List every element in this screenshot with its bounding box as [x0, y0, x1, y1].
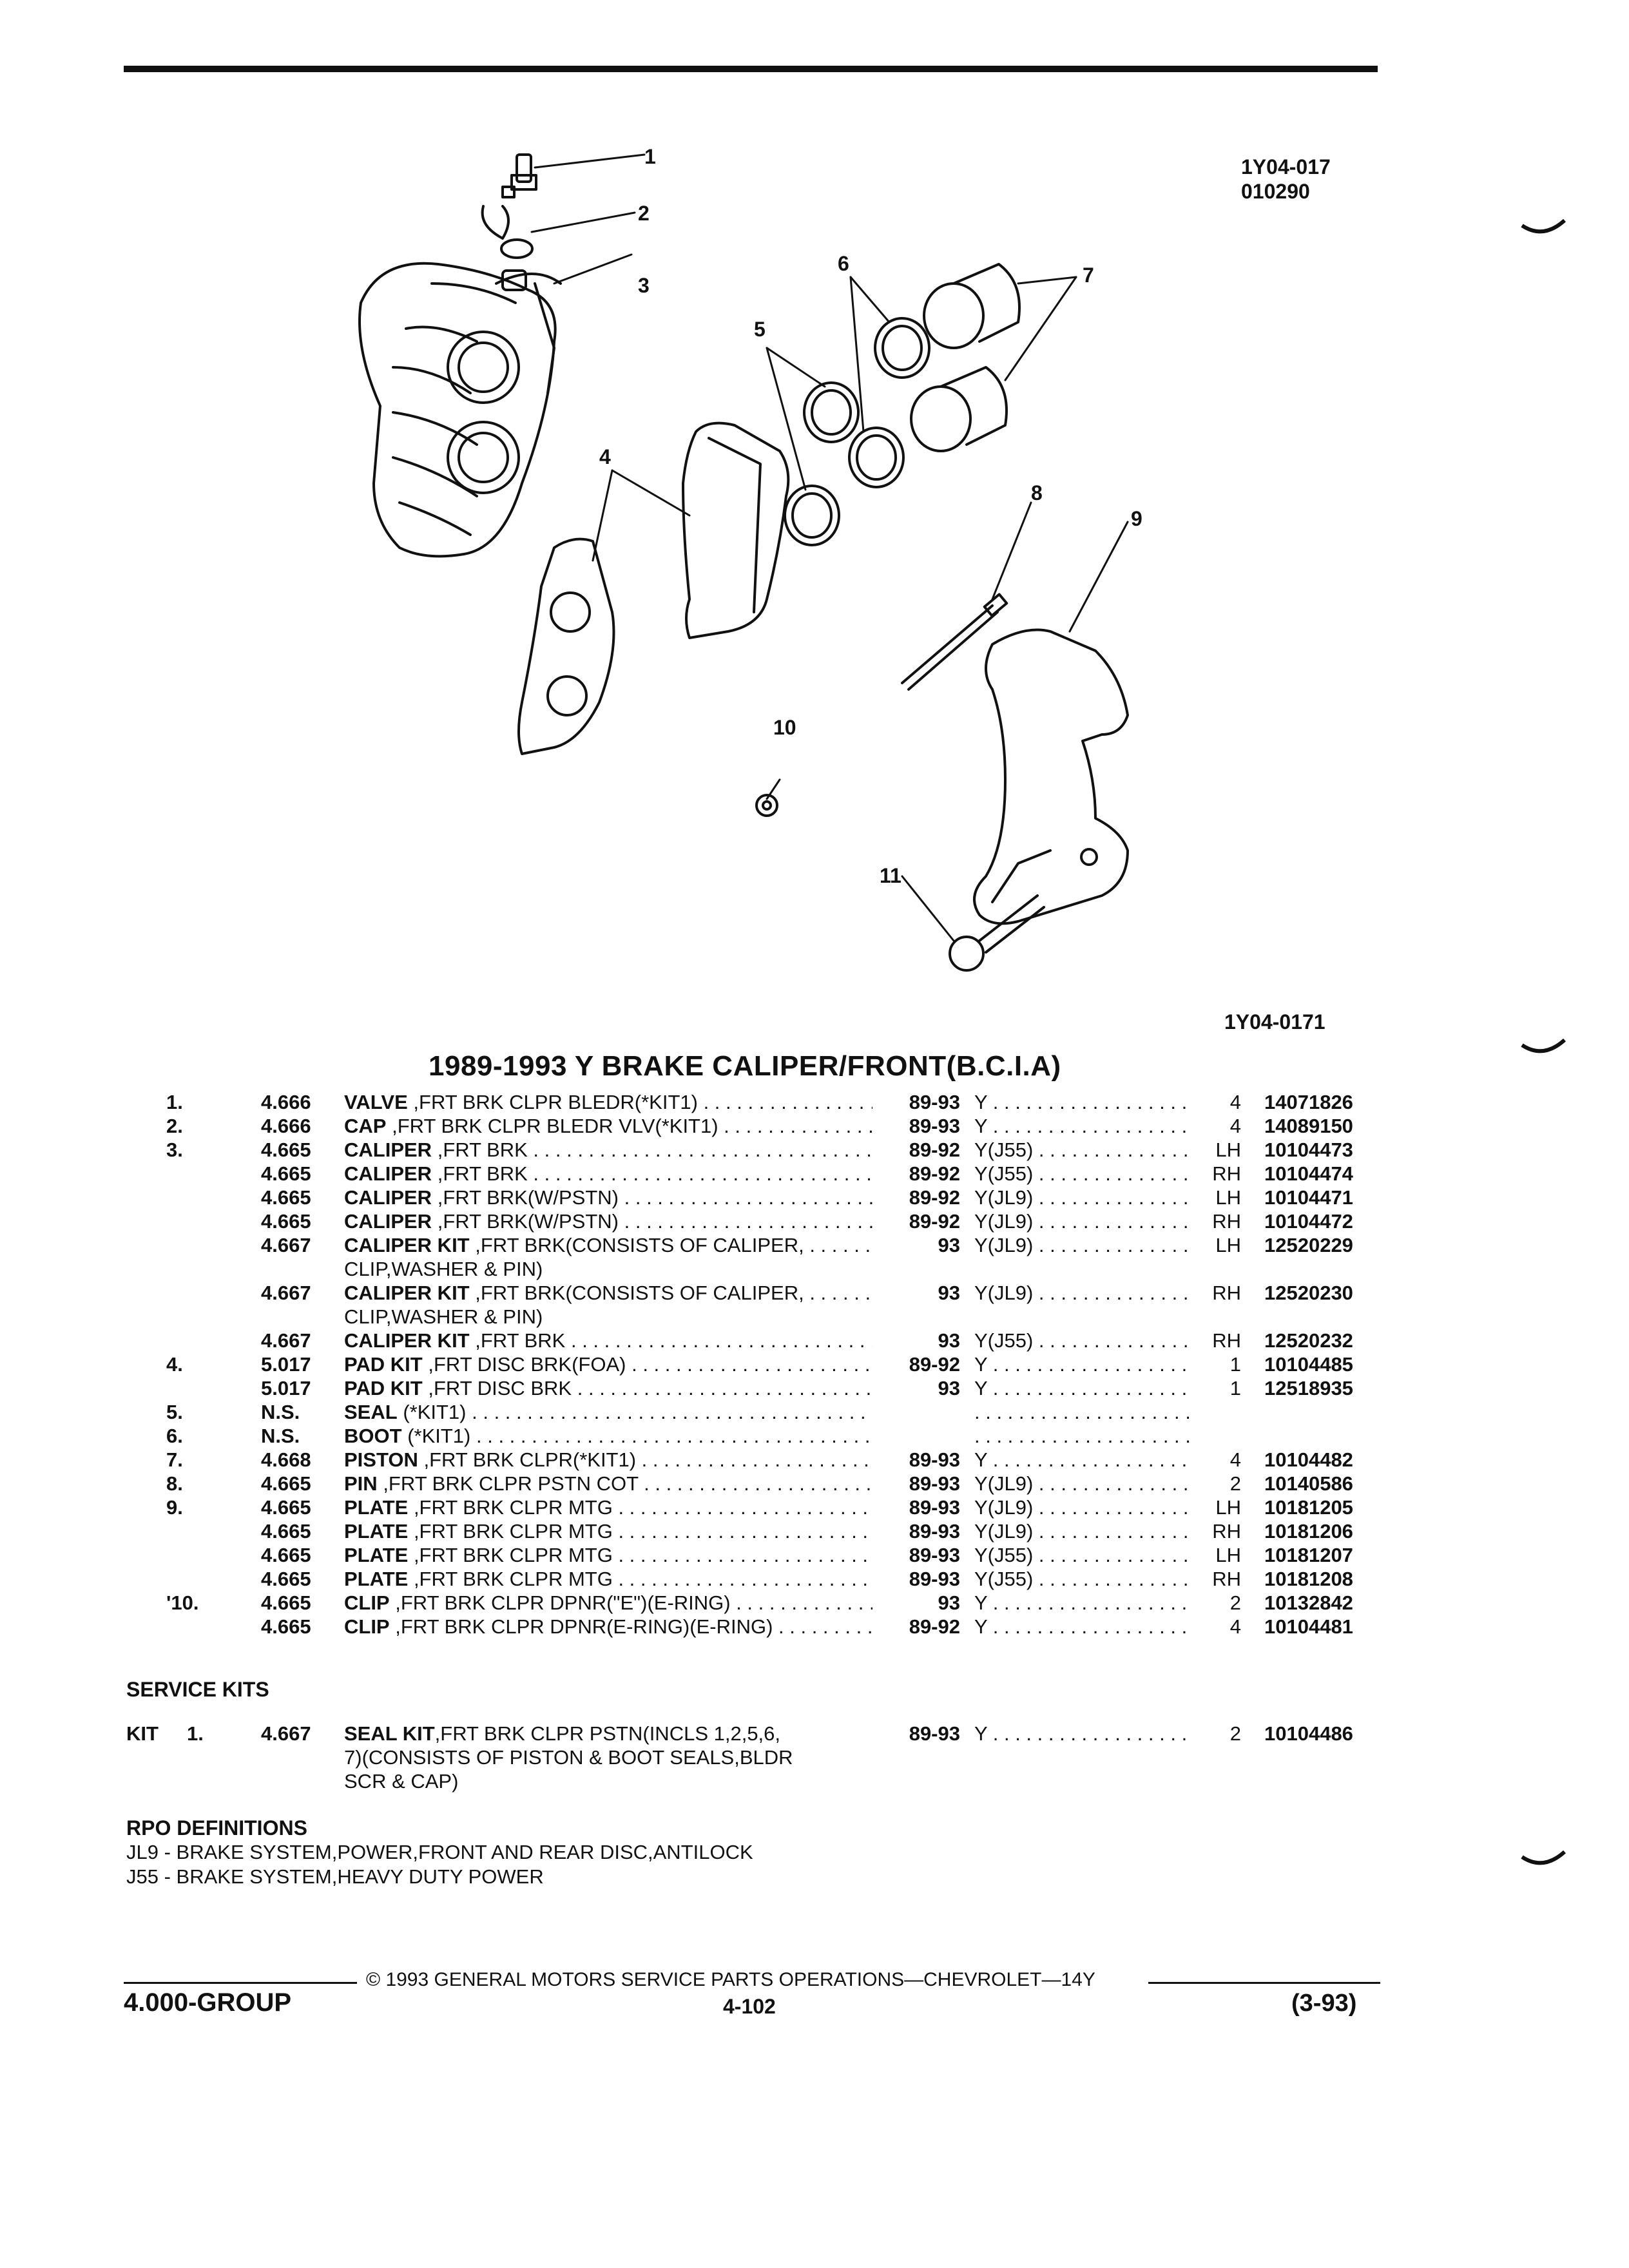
leader-lines: [532, 155, 1128, 941]
kit-part-number: 10104486: [1264, 1722, 1353, 1745]
brake-pad-outboard-part: [683, 423, 788, 638]
part-qty: 1: [1229, 1353, 1241, 1376]
callout-6: 6: [838, 252, 849, 275]
kit-model: Y . . .: [974, 1722, 1193, 1745]
part-group-code: 4.665: [261, 1568, 311, 1590]
part-qty: LH: [1215, 1234, 1241, 1256]
part-desc: ,FRT BRK CLPR BLEDR VLV(*KIT1): [392, 1115, 718, 1137]
part-group-code: 4.665: [261, 1520, 311, 1542]
part-row: [0, 1090, 1629, 1114]
part-description: [344, 1114, 872, 1138]
part-years: 93: [938, 1377, 960, 1399]
footer-date: (3-93): [1291, 1990, 1357, 2017]
footer-rule-left: [124, 1982, 357, 1984]
part-item-number: '10.: [166, 1591, 199, 1614]
part-years: 89-93: [909, 1472, 960, 1495]
part-years: 89-93: [909, 1520, 960, 1542]
part-desc: ,FRT BRK: [437, 1139, 528, 1161]
part-model: Y(JL9) . . .: [974, 1209, 1193, 1233]
service-kits-heading: SERVICE KITS: [126, 1678, 269, 1701]
part-years: 89-92: [909, 1615, 960, 1638]
part-row: [0, 1138, 1629, 1162]
part-model: Y(JL9) . . .: [974, 1233, 1193, 1257]
part-description: [344, 1209, 872, 1233]
part-item-number: 5.: [166, 1401, 183, 1423]
part-group-code: 4.667: [261, 1234, 311, 1256]
part-model: Y . . .: [974, 1615, 1193, 1639]
part-group-code: 4.665: [261, 1186, 311, 1209]
kit-years: 89-93: [909, 1722, 960, 1745]
part-name: CALIPER: [344, 1186, 432, 1209]
part-name: BOOT: [344, 1425, 402, 1447]
part-name: PLATE: [344, 1520, 409, 1542]
part-row: [0, 1472, 1629, 1495]
part-name: VALVE: [344, 1091, 408, 1113]
part-group-code: 4.667: [261, 1282, 311, 1304]
part-years: 89-93: [909, 1448, 960, 1471]
part-model: Y(JL9) . . .: [974, 1472, 1193, 1495]
part-item-number: 3.: [166, 1139, 183, 1161]
mounting-plate-part: [974, 630, 1128, 924]
part-desc: ,FRT BRK CLPR DPNR("E")(E-RING): [395, 1591, 731, 1614]
part-group-code: 4.665: [261, 1162, 311, 1185]
callout-5: 5: [754, 318, 766, 341]
part-row: [0, 1209, 1629, 1233]
part-number: 10181206: [1264, 1520, 1353, 1542]
part-number: 10140586: [1264, 1472, 1353, 1495]
part-number: 10104472: [1264, 1210, 1353, 1233]
part-item-number: 7.: [166, 1448, 183, 1471]
callout-3: 3: [638, 274, 650, 297]
part-description: [344, 1400, 872, 1424]
part-desc: ,FRT BRK(CONSISTS OF CALIPER,: [475, 1282, 804, 1304]
part-qty: 2: [1229, 1591, 1241, 1614]
part-model: Y(J55) . . .: [974, 1543, 1193, 1567]
callout-8: 8: [1031, 481, 1043, 505]
part-group-code: 4.666: [261, 1115, 311, 1137]
part-qty: RH: [1212, 1282, 1241, 1304]
part-name: PLATE: [344, 1496, 409, 1519]
part-description: [344, 1424, 872, 1448]
part-desc: ,FRT BRK CLPR MTG: [413, 1544, 613, 1566]
part-description: [344, 1615, 872, 1639]
part-name: PLATE: [344, 1568, 409, 1590]
kit-item: 1.: [187, 1722, 204, 1745]
kit-code: 4.667: [261, 1722, 311, 1745]
binding-mark: [1521, 1039, 1566, 1058]
part-number: 10104485: [1264, 1353, 1353, 1376]
part-group-code: 5.017: [261, 1377, 311, 1399]
part-row: [0, 1424, 1629, 1448]
part-model: Y(JL9) . . .: [974, 1495, 1193, 1519]
part-number: 10104482: [1264, 1448, 1353, 1471]
part-model: Y . . .: [974, 1114, 1193, 1138]
part-description: [344, 1472, 872, 1495]
figure-id-line2: 010290: [1241, 180, 1310, 203]
part-desc: (*KIT1): [407, 1425, 471, 1447]
part-qty: RH: [1212, 1329, 1241, 1352]
section-title: 1989-1993 Y BRAKE CALIPER/FRONT(B.C.I.A): [429, 1050, 1061, 1082]
part-description: [344, 1281, 872, 1329]
part-years: 93: [938, 1591, 960, 1614]
part-number: 10181205: [1264, 1496, 1353, 1519]
part-group-code: N.S.: [261, 1425, 300, 1447]
part-years: 89-93: [909, 1115, 960, 1137]
part-name: CLIP: [344, 1591, 390, 1614]
part-number: 10181208: [1264, 1568, 1353, 1590]
brake-caliper-diagram: [309, 135, 1224, 1018]
rpo-heading: RPO DEFINITIONS: [126, 1816, 307, 1840]
part-description: [344, 1329, 872, 1352]
part-years: 89-93: [909, 1568, 960, 1590]
part-qty: 4: [1229, 1115, 1241, 1137]
bleeder-valve-part: [503, 155, 536, 197]
kit-qty: 2: [1229, 1722, 1241, 1745]
part-item-number: 6.: [166, 1425, 183, 1447]
part-model: Y(J55) . . .: [974, 1329, 1193, 1352]
part-years: 89-92: [909, 1162, 960, 1185]
part-desc: ,FRT BRK CLPR DPNR(E-RING)(E-RING): [395, 1615, 773, 1638]
part-group-code: 4.665: [261, 1472, 311, 1495]
part-name: CALIPER: [344, 1210, 432, 1233]
part-name: CAP: [344, 1115, 387, 1137]
callout-7: 7: [1083, 264, 1094, 287]
part-name: CALIPER KIT: [344, 1234, 470, 1256]
part-model: Y . . .: [974, 1591, 1193, 1615]
footer-copyright: © 1993 GENERAL MOTORS SERVICE PARTS OPERATIONS—CHEVROLET—14Y: [366, 1969, 1095, 1990]
part-name: PISTON: [344, 1448, 418, 1471]
part-row: [0, 1162, 1629, 1186]
part-desc: ,FRT BRK(W/PSTN): [437, 1186, 619, 1209]
part-qty: RH: [1212, 1520, 1241, 1542]
part-name: PAD KIT: [344, 1377, 423, 1399]
part-desc: ,FRT BRK CLPR(*KIT1): [423, 1448, 637, 1471]
part-desc: ,FRT DISC BRK: [428, 1377, 572, 1399]
callout-10: 10: [773, 716, 796, 739]
part-name: PIN: [344, 1472, 378, 1495]
part-years: 93: [938, 1329, 960, 1352]
rpo-line-jl9: JL9 - BRAKE SYSTEM,POWER,FRONT AND REAR DISC,ANTILOCK: [126, 1841, 753, 1863]
part-name: PAD KIT: [344, 1353, 423, 1376]
part-number: 14071826: [1264, 1091, 1353, 1113]
part-group-code: 4.665: [261, 1544, 311, 1566]
part-row: [0, 1400, 1629, 1424]
callout-4: 4: [599, 445, 611, 468]
bolt-part: [950, 896, 1044, 970]
part-number: 12520229: [1264, 1234, 1353, 1256]
footer-group: 4.000-GROUP: [124, 1988, 292, 2017]
part-row: [0, 1567, 1629, 1591]
kit-desc-1: ,FRT BRK CLPR PSTN(INCLS 1,2,5,6,: [434, 1722, 781, 1745]
part-row: [0, 1329, 1629, 1352]
part-model: [974, 1400, 1193, 1424]
part-desc: ,FRT BRK(CONSISTS OF CALIPER,: [475, 1234, 804, 1256]
part-item-number: 1.: [166, 1091, 183, 1113]
part-row: [0, 1233, 1629, 1281]
diagram-callouts: [599, 145, 1142, 887]
part-desc: ,FRT BRK(W/PSTN): [437, 1210, 619, 1233]
callout-1: 1: [644, 145, 656, 168]
parts-list: [0, 1090, 1629, 1639]
part-model: Y(JL9) . . .: [974, 1519, 1193, 1543]
brake-pad-inboard-part: [519, 539, 614, 754]
part-number: 12518935: [1264, 1377, 1353, 1399]
part-model: Y(JL9) . . .: [974, 1186, 1193, 1209]
part-row: [0, 1376, 1629, 1400]
part-row: [0, 1186, 1629, 1209]
piston-seal-parts: [785, 383, 858, 545]
part-group-code: 4.665: [261, 1210, 311, 1233]
rpo-line-j55: J55 - BRAKE SYSTEM,HEAVY DUTY POWER: [126, 1865, 544, 1888]
part-qty: RH: [1212, 1210, 1241, 1233]
part-description: [344, 1138, 872, 1162]
part-qty: 4: [1229, 1448, 1241, 1471]
part-years: 93: [938, 1282, 960, 1304]
part-description: [344, 1495, 872, 1519]
part-name: CALIPER: [344, 1162, 432, 1185]
part-desc: (*KIT1): [403, 1401, 467, 1423]
part-number: 10181207: [1264, 1544, 1353, 1566]
part-number: 12520230: [1264, 1282, 1353, 1304]
part-qty: 4: [1229, 1615, 1241, 1638]
kit-description: [344, 1722, 872, 1793]
part-years: 93: [938, 1234, 960, 1256]
part-model: Y . . .: [974, 1376, 1193, 1400]
part-desc: ,FRT BRK CLPR PSTN COT: [383, 1472, 639, 1495]
part-description: [344, 1376, 872, 1400]
rpo-definitions: [126, 1816, 753, 1889]
part-number: 14089150: [1264, 1115, 1353, 1137]
part-row: [0, 1352, 1629, 1376]
part-number: 10104481: [1264, 1615, 1353, 1638]
part-item-number: 9.: [166, 1496, 183, 1519]
part-number: 10104473: [1264, 1139, 1353, 1161]
part-number: 12520232: [1264, 1329, 1353, 1352]
part-years: 89-93: [909, 1496, 960, 1519]
part-model: [974, 1424, 1193, 1448]
part-row: [0, 1615, 1629, 1639]
binding-mark: [1521, 1850, 1566, 1870]
figure-id: [1241, 155, 1331, 204]
kit-name: SEAL KIT: [344, 1722, 435, 1745]
part-model: Y(J55) . . .: [974, 1162, 1193, 1186]
part-group-code: 4.665: [261, 1591, 311, 1614]
part-description: [344, 1090, 872, 1114]
part-description: [344, 1162, 872, 1186]
part-qty: 4: [1229, 1091, 1241, 1113]
part-group-code: 4.665: [261, 1496, 311, 1519]
part-desc: ,FRT BRK: [475, 1329, 566, 1352]
part-number: 10104474: [1264, 1162, 1353, 1185]
part-group-code: 4.667: [261, 1329, 311, 1352]
callout-9: 9: [1131, 507, 1142, 530]
part-desc: ,FRT DISC BRK(FOA): [428, 1353, 626, 1376]
part-years: 89-92: [909, 1139, 960, 1161]
part-description: [344, 1519, 872, 1543]
part-description: [344, 1543, 872, 1567]
part-qty: RH: [1212, 1162, 1241, 1185]
part-row: [0, 1519, 1629, 1543]
part-years: 89-93: [909, 1091, 960, 1113]
part-name: CALIPER KIT: [344, 1282, 470, 1304]
caliper-body-part: [360, 264, 561, 557]
part-model: Y . . .: [974, 1090, 1193, 1114]
part-name: SEAL: [344, 1401, 398, 1423]
part-desc: ,FRT BRK CLPR MTG: [413, 1568, 613, 1590]
part-group-code: 5.017: [261, 1353, 311, 1376]
part-model: Y(JL9) . . .: [974, 1281, 1193, 1305]
callout-11: 11: [880, 864, 901, 887]
part-desc: ,FRT BRK CLPR MTG: [413, 1520, 613, 1542]
part-qty: 1: [1229, 1377, 1241, 1399]
part-group-code: 4.666: [261, 1091, 311, 1113]
part-row: [0, 1114, 1629, 1138]
part-number: 10104471: [1264, 1186, 1353, 1209]
part-name: CALIPER: [344, 1139, 432, 1161]
part-years: 89-92: [909, 1353, 960, 1376]
service-kit-row: [0, 1722, 1629, 1799]
part-model: Y . . .: [974, 1352, 1193, 1376]
part-desc: ,FRT BRK CLPR BLEDR(*KIT1): [413, 1091, 698, 1113]
part-desc-continued: CLIP,WASHER & PIN): [344, 1258, 543, 1280]
binding-mark: [1521, 219, 1566, 238]
part-row: [0, 1495, 1629, 1519]
kit-desc-3: SCR & CAP): [344, 1770, 459, 1792]
part-group-code: N.S.: [261, 1401, 300, 1423]
part-desc-continued: CLIP,WASHER & PIN): [344, 1305, 543, 1328]
part-desc: ,FRT BRK CLPR MTG: [413, 1496, 613, 1519]
figure-id-line1: 1Y04-017: [1241, 155, 1331, 178]
part-group-code: 4.668: [261, 1448, 311, 1471]
part-model: Y . . .: [974, 1448, 1193, 1472]
part-model: Y(J55) . . .: [974, 1567, 1193, 1591]
bleeder-cap-part: [483, 206, 532, 258]
part-name: CLIP: [344, 1615, 390, 1638]
part-item-number: 2.: [166, 1115, 183, 1137]
part-desc: ,FRT BRK: [437, 1162, 528, 1185]
part-description: [344, 1186, 872, 1209]
part-qty: LH: [1215, 1186, 1241, 1209]
part-row: [0, 1448, 1629, 1472]
part-name: CALIPER KIT: [344, 1329, 470, 1352]
top-rule: [124, 66, 1378, 72]
part-description: [344, 1448, 872, 1472]
part-years: 89-92: [909, 1210, 960, 1233]
part-number: 10132842: [1264, 1591, 1353, 1614]
part-qty: LH: [1215, 1139, 1241, 1161]
part-group-code: 4.665: [261, 1615, 311, 1638]
part-group-code: 4.665: [261, 1139, 311, 1161]
callout-2: 2: [638, 202, 650, 225]
part-years: 89-93: [909, 1544, 960, 1566]
part-row: [0, 1543, 1629, 1567]
part-name: PLATE: [344, 1544, 409, 1566]
footer-rule-right: [1148, 1982, 1380, 1984]
part-row: [0, 1281, 1629, 1329]
footer-page-number: 4-102: [723, 1995, 776, 2018]
part-item-number: 4.: [166, 1353, 183, 1376]
part-item-number: 8.: [166, 1472, 183, 1495]
part-qty: 2: [1229, 1472, 1241, 1495]
part-description: [344, 1233, 872, 1281]
part-description: [344, 1567, 872, 1591]
caliper-pin-part: [902, 594, 1007, 689]
part-row: [0, 1591, 1629, 1615]
figure-id-bottom: 1Y04-0171: [1224, 1010, 1325, 1033]
part-qty: RH: [1212, 1568, 1241, 1590]
part-qty: LH: [1215, 1544, 1241, 1566]
part-qty: LH: [1215, 1496, 1241, 1519]
kit-label: KIT: [126, 1722, 159, 1745]
part-description: [344, 1352, 872, 1376]
kit-desc-2: 7)(CONSISTS OF PISTON & BOOT SEALS,BLDR: [344, 1746, 793, 1769]
part-description: [344, 1591, 872, 1615]
part-model: Y(J55) . . .: [974, 1138, 1193, 1162]
part-years: 89-92: [909, 1186, 960, 1209]
